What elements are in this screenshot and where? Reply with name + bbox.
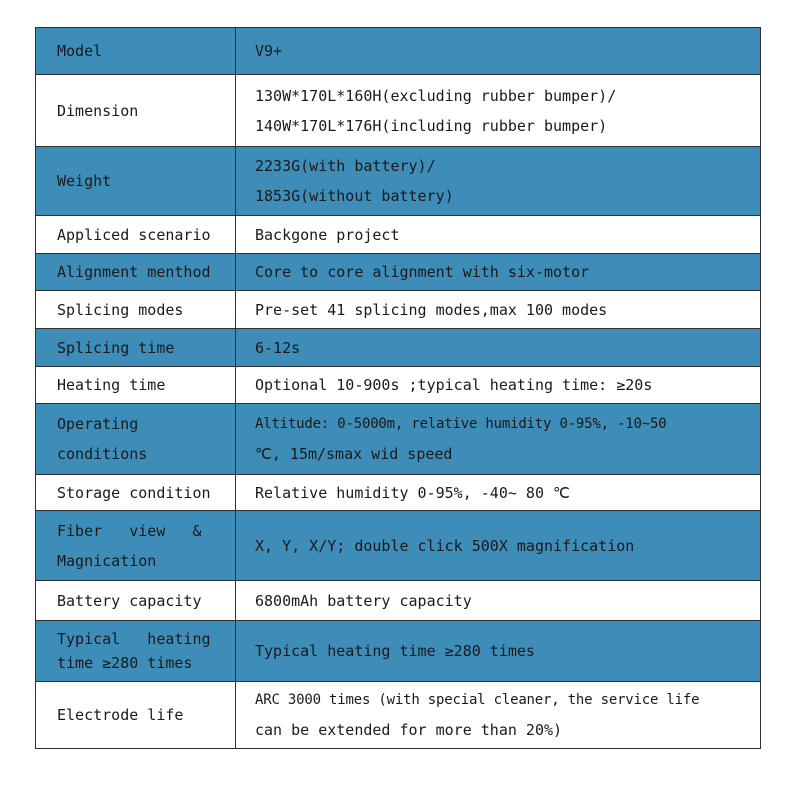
param-dimension: Dimension	[36, 75, 236, 147]
param-model: Model	[36, 28, 236, 75]
value-operating-conditions: Altitude: 0-5000m, relative humidity 0-95%, -10~50 ℃, 15m/smax wid speed	[236, 404, 761, 475]
param-storage-condition: Storage condition	[36, 475, 236, 511]
row-model	[36, 28, 761, 75]
row-alignment	[36, 254, 761, 291]
param-weight: Weight	[36, 147, 236, 216]
param-typical-heating: Typical heating time ≥280 times	[36, 621, 236, 682]
row-heating-time	[36, 367, 761, 404]
value-scenario: Backgone project	[236, 216, 761, 254]
row-splicing-time	[36, 329, 761, 367]
param-scenario: Appliced scenario	[36, 216, 236, 254]
value-weight: 2233G(with battery)/ 1853G(without battery)	[236, 147, 761, 216]
row-typical-heating	[36, 621, 761, 682]
row-operating-conditions	[36, 404, 761, 475]
value-alignment: Core to core alignment with six-motor	[236, 254, 761, 291]
row-scenario	[36, 216, 761, 254]
param-electrode-life: Electrode life	[36, 682, 236, 749]
row-battery-capacity	[36, 581, 761, 621]
row-electrode-life	[36, 682, 761, 749]
param-battery-capacity: Battery capacity	[36, 581, 236, 621]
row-dimension	[36, 75, 761, 147]
value-storage-condition: Relative humidity 0-95%, -40~ 80 ℃	[236, 475, 761, 511]
param-heating-time: Heating time	[36, 367, 236, 404]
param-splicing-time: Splicing time	[36, 329, 236, 367]
value-heating-time: Optional 10-900s ;typical heating time: ≥20s	[236, 367, 761, 404]
value-splicing-time: 6-12s	[236, 329, 761, 367]
param-fiber-view: Fiber view & Magnication	[36, 511, 236, 581]
value-electrode-life: ARC 3000 times (with special cleaner, the service life can be extended for more than 20%)	[236, 682, 761, 749]
value-dimension: 130W*170L*160H(excluding rubber bumper)/ 140W*170L*176H(including rubber bumper)	[236, 75, 761, 147]
param-operating-conditions: Operating conditions	[36, 404, 236, 475]
value-battery-capacity: 6800mAh battery capacity	[236, 581, 761, 621]
value-model: V9+	[236, 28, 761, 75]
value-splicing-modes: Pre-set 41 splicing modes,max 100 modes	[236, 291, 761, 329]
value-fiber-view: X, Y, X/Y; double click 500X magnification	[236, 511, 761, 581]
param-splicing-modes: Splicing modes	[36, 291, 236, 329]
row-splicing-modes	[36, 291, 761, 329]
row-fiber-view	[36, 511, 761, 581]
spec-table	[35, 27, 761, 749]
param-alignment: Alignment menthod	[36, 254, 236, 291]
row-weight	[36, 147, 761, 216]
row-storage-condition	[36, 475, 761, 511]
value-typical-heating: Typical heating time ≥280 times	[236, 621, 761, 682]
